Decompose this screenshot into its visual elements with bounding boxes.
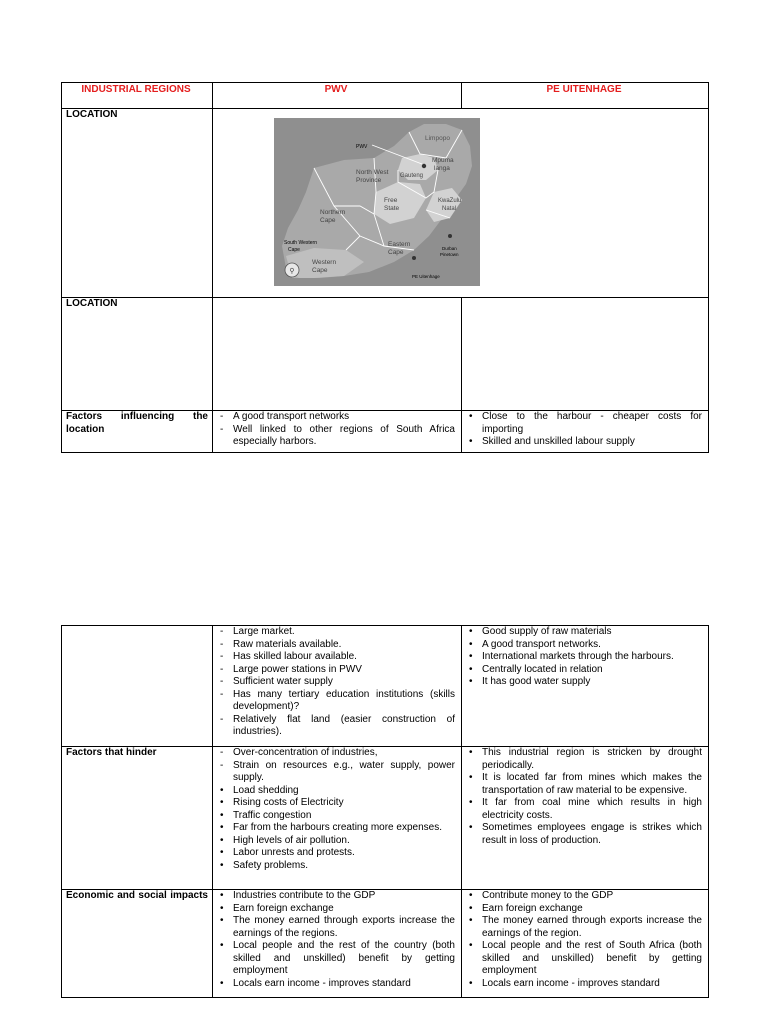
list-item: • Locals earn income - improves standard: [466, 978, 702, 991]
row-label-factors-text: Factors influencing the location: [66, 411, 208, 435]
pwv-factors-list: [217, 411, 455, 449]
list-item: • Traffic congestion: [217, 810, 455, 823]
header-row: [62, 83, 709, 109]
pwv-factors-continued-cell: [213, 626, 462, 747]
location-row-2: [62, 298, 709, 411]
map-label-northern-cape-line2: Cape: [320, 217, 336, 224]
map-graphic: [274, 118, 480, 286]
list-item: • Industries contribute to the GDP: [217, 890, 455, 903]
list-item: • Skilled and unskilled labour supply: [466, 436, 702, 449]
map-label-western-cape-line1: Western: [312, 259, 337, 266]
pe-impacts-cell: [462, 890, 709, 998]
map-label-northern-cape-line1: Northern: [320, 209, 346, 216]
map-label-pe-uitenhage: PE Uitenhage: [412, 274, 440, 279]
pe-factors-cell: [462, 411, 709, 453]
map-label-kwazulu-line1: KwaZulu: [438, 198, 462, 204]
pe-hinder-cell: [462, 747, 709, 890]
list-item: • Centrally located in relation: [466, 664, 702, 677]
list-item: - Strain on resources e.g., water supply, power supply.: [217, 760, 455, 785]
map-label-kwazulu-line2: Natal: [442, 206, 457, 212]
list-item: • This industrial region is stricken by drought periodically.: [466, 747, 702, 772]
list-item: • Local people and the rest of the country (both skilled and unskilled) benefit by getting employment: [217, 940, 455, 978]
map-marker-durban: [448, 234, 452, 238]
header-pwv: PWV: [213, 83, 462, 109]
map-label-gauteng: Gauteng: [400, 173, 424, 179]
pwv-hinder-cell: [213, 747, 462, 890]
list-item: • Sometimes employees engage is strikes which result in loss of production.: [466, 822, 702, 847]
list-item: • Good supply of raw materials: [466, 626, 702, 639]
row-label-location: LOCATION: [62, 109, 213, 298]
row-label-impacts: [62, 890, 213, 998]
zoom-icon-glyph: ⚲: [289, 268, 295, 275]
list-item: - Relatively flat land (easier construction of industries).: [217, 714, 455, 739]
map-label-eastern-cape-line1: Eastern: [388, 241, 411, 248]
pe-factors-list: [466, 411, 702, 449]
map-label-free-state-line1: Free: [384, 197, 398, 204]
list-item: • It far from coal mine which results in high electricity costs.: [466, 797, 702, 822]
factors-continued-row: [62, 626, 709, 747]
pwv-impacts-cell: [213, 890, 462, 998]
pwv-factors-continued-list: [217, 626, 455, 739]
map-label-mpumalanga-line1: Mpuma: [432, 157, 454, 164]
list-item: • It is located far from mines which makes the transportation of raw material to be expensive.: [466, 772, 702, 797]
list-item: • Earn foreign exchange: [217, 903, 455, 916]
hinder-row: [62, 747, 709, 890]
map-label-durban: [440, 246, 459, 257]
pwv-location-cell: [213, 298, 462, 411]
south-africa-map: [274, 118, 480, 286]
list-item: • The money earned through exports increase the earnings of the region.: [466, 915, 702, 940]
factors-row: [62, 411, 709, 453]
row-label-hinder: Factors that hinder: [62, 747, 213, 890]
list-item: • Locals earn income - improves standard: [217, 978, 455, 991]
list-item: • Rising costs of Electricity: [217, 797, 455, 810]
list-item: • Earn foreign exchange: [466, 903, 702, 916]
list-item: - Has skilled labour available.: [217, 651, 455, 664]
map-label-durban-line1: Durban: [442, 246, 457, 251]
row-label-empty: [62, 626, 213, 747]
list-item: • International markets through the harbours.: [466, 651, 702, 664]
map-label-south-western-line2: Cape: [288, 247, 300, 253]
list-item: • A good transport networks.: [466, 639, 702, 652]
pwv-factors-cell: [213, 411, 462, 453]
header-industrial-regions: INDUSTRIAL REGIONS: [62, 83, 213, 109]
map-label-mpumalanga-line2: langa: [434, 165, 450, 172]
map-label-pwv: PWV: [356, 144, 368, 150]
industrial-regions-table: [61, 82, 709, 453]
list-item: • It has good water supply: [466, 676, 702, 689]
list-item: - A good transport networks: [217, 411, 455, 424]
map-marker-pe: [412, 256, 416, 260]
list-item: • Contribute money to the GDP: [466, 890, 702, 903]
list-item: • Close to the harbour - cheaper costs for importing: [466, 411, 702, 436]
map-label-south-western-line1: South Western: [284, 240, 317, 246]
pwv-hinder-list: [217, 747, 455, 872]
header-pe-uitenhage: PE UITENHAGE: [462, 83, 709, 109]
list-item: - Large market.: [217, 626, 455, 639]
list-item: • Local people and the rest of South Africa (both skilled and unskilled) benefit by getting employment: [466, 940, 702, 978]
map-label-north-west-line1: North West: [356, 169, 389, 176]
list-item: - Raw materials available.: [217, 639, 455, 652]
pe-factors-continued-cell: [462, 626, 709, 747]
list-item: - Has many tertiary education institutions (skills development)?: [217, 689, 455, 714]
map-label-free-state-line2: State: [384, 205, 400, 212]
pwv-impacts-list: [217, 890, 455, 990]
list-item: • The money earned through exports increase the earnings of the regions.: [217, 915, 455, 940]
list-item: - Sufficient water supply: [217, 676, 455, 689]
map-label-eastern-cape-line2: Cape: [388, 249, 404, 256]
row-label-factors: [62, 411, 213, 453]
pe-impacts-list: [466, 890, 702, 990]
map-marker-pwv: [422, 164, 426, 168]
list-item: - Well linked to other regions of South Africa especially harbors.: [217, 424, 455, 449]
pe-factors-continued-list: [466, 626, 702, 689]
list-item: • Labor unrests and protests.: [217, 847, 455, 860]
pe-hinder-list: [466, 747, 702, 847]
map-label-limpopo: Limpopo: [425, 135, 450, 142]
location-map-row: [62, 109, 709, 298]
list-item: • Safety problems.: [217, 860, 455, 873]
industrial-regions-table-continued: [61, 625, 709, 998]
map-label-north-west-line2: Province: [356, 177, 382, 184]
map-label-durban-line2: Pinetown: [440, 252, 459, 257]
map-label-free-state: [384, 197, 400, 212]
pe-location-cell: [462, 298, 709, 411]
list-item: • Load shedding: [217, 785, 455, 798]
row-label-location-2: LOCATION: [62, 298, 213, 411]
map-cell: [213, 109, 709, 298]
impacts-row: [62, 890, 709, 998]
list-item: • Far from the harbours creating more expenses.: [217, 822, 455, 835]
map-label-western-cape-line2: Cape: [312, 267, 328, 274]
row-label-impacts-text: Economic and social impacts: [66, 890, 208, 901]
list-item: • High levels of air pollution.: [217, 835, 455, 848]
list-item: - Over-concentration of industries,: [217, 747, 455, 760]
list-item: - Large power stations in PWV: [217, 664, 455, 677]
